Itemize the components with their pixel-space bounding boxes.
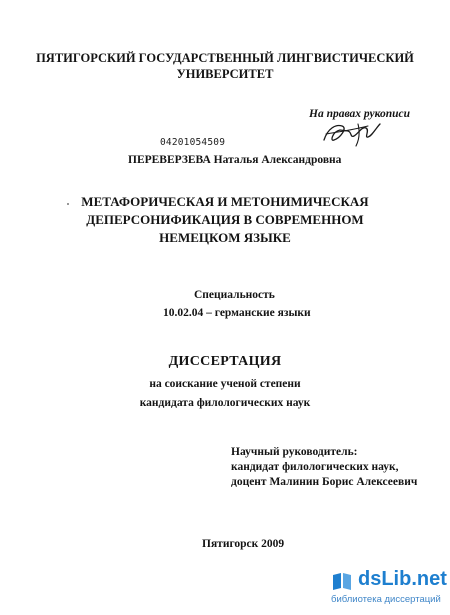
city-and-year: Пятигорск 2009: [202, 538, 285, 550]
scan-speck: [67, 203, 69, 205]
document-stamp-number: 04201054509: [160, 137, 226, 148]
supervisor-name: доцент Малинин Борис Алексеевич: [231, 476, 418, 488]
manuscript-rights-note: На правах рукописи: [309, 108, 411, 120]
specialty-label: Специальность: [194, 289, 275, 301]
university-name-line-2: УНИВЕРСИТЕТ: [176, 67, 274, 81]
book-icon: [331, 571, 353, 591]
degree-line-2: кандидата филологических наук: [139, 397, 311, 409]
degree-line-1: на соискание ученой степени: [149, 378, 301, 390]
dissertation-heading: ДИССЕРТАЦИЯ: [168, 354, 282, 369]
watermark-subtitle: библиотека диссертаций: [331, 594, 441, 605]
dslib-watermark[interactable]: [331, 567, 447, 611]
university-name-line-1: ПЯТИГОРСКИЙ ГОСУДАРСТВЕННЫЙ ЛИНГВИСТИЧЕСКИЙ: [36, 51, 414, 65]
dissertation-title-line-2: ДЕПЕРСОНИФИКАЦИЯ В СОВРЕМЕННОМ: [86, 212, 364, 227]
dissertation-title-line-1: МЕТАФОРИЧЕСКАЯ И МЕТОНИМИЧЕСКАЯ: [81, 194, 369, 209]
specialty-value: 10.02.04 – германские языки: [163, 307, 311, 319]
supervisor-label: Научный руководитель:: [231, 446, 358, 458]
watermark-brand: dsLib.net: [358, 568, 447, 590]
handwritten-signature: [318, 118, 382, 148]
author-name: ПЕРЕВЕРЗЕВА Наталья Александровна: [128, 154, 342, 166]
supervisor-degree: кандидат филологических наук,: [231, 461, 399, 473]
dissertation-title-line-3: НЕМЕЦКОМ ЯЗЫКЕ: [159, 230, 291, 245]
